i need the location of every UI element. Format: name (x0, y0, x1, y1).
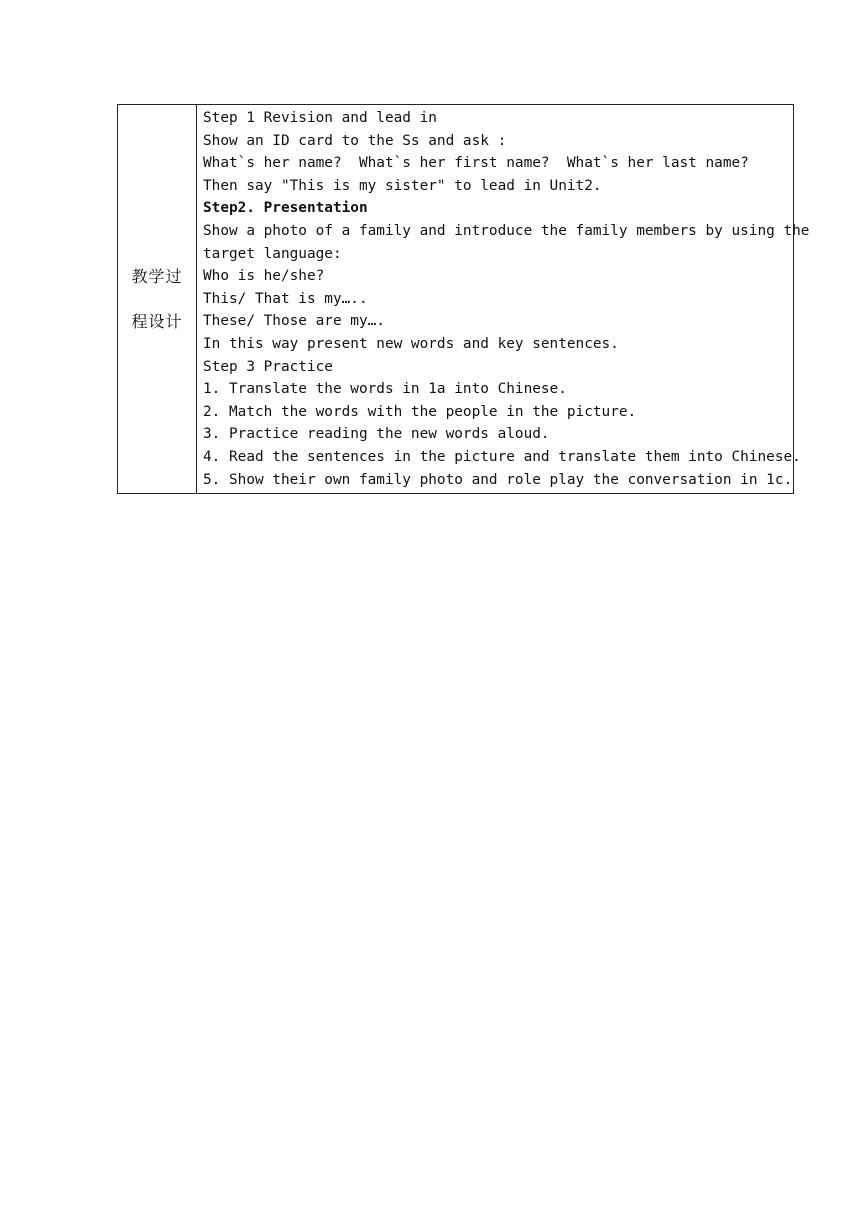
row-content-cell (197, 105, 810, 494)
content-line: Who is he/she? (203, 268, 325, 285)
content-line: Step 3 Practice (203, 358, 333, 375)
content-line: 5. Show their own family photo and role play the conversation in 1c. (203, 471, 793, 488)
content-line: This/ That is my….. (203, 290, 368, 307)
content-line: Step 1 Revision and lead in (203, 110, 437, 126)
content-line: These/ Those are my…. (203, 313, 385, 330)
content-line: 4. Read the sentences in the picture and translate them into Chinese. (203, 448, 801, 465)
content-line: What`s her name? What`s her first name? What`s her last name? (203, 155, 749, 172)
row-label-line-2: 程设计 (131, 312, 183, 332)
lesson-plan-table (117, 104, 810, 494)
content-line: Show an ID card to the Ss and ask : (203, 132, 507, 149)
content-line: 2. Match the words with the people in the picture. (203, 403, 637, 420)
content-line: Then say "This is my sister" to lead in Unit2. (203, 177, 602, 194)
row-label-line-1: 教学过 (131, 267, 183, 287)
content-line: 1. Translate the words in 1a into Chinese. (203, 381, 567, 398)
content-line: In this way present new words and key sentences. (203, 335, 619, 352)
content-line: Show a photo of a family and introduce the family members by using the (203, 222, 810, 239)
row-label-cell (118, 105, 197, 494)
content-line: target language: (203, 245, 342, 262)
table-row (118, 105, 794, 494)
content-line: 3. Practice reading the new words aloud. (203, 426, 550, 443)
section-heading: Step2. Presentation (203, 200, 368, 217)
